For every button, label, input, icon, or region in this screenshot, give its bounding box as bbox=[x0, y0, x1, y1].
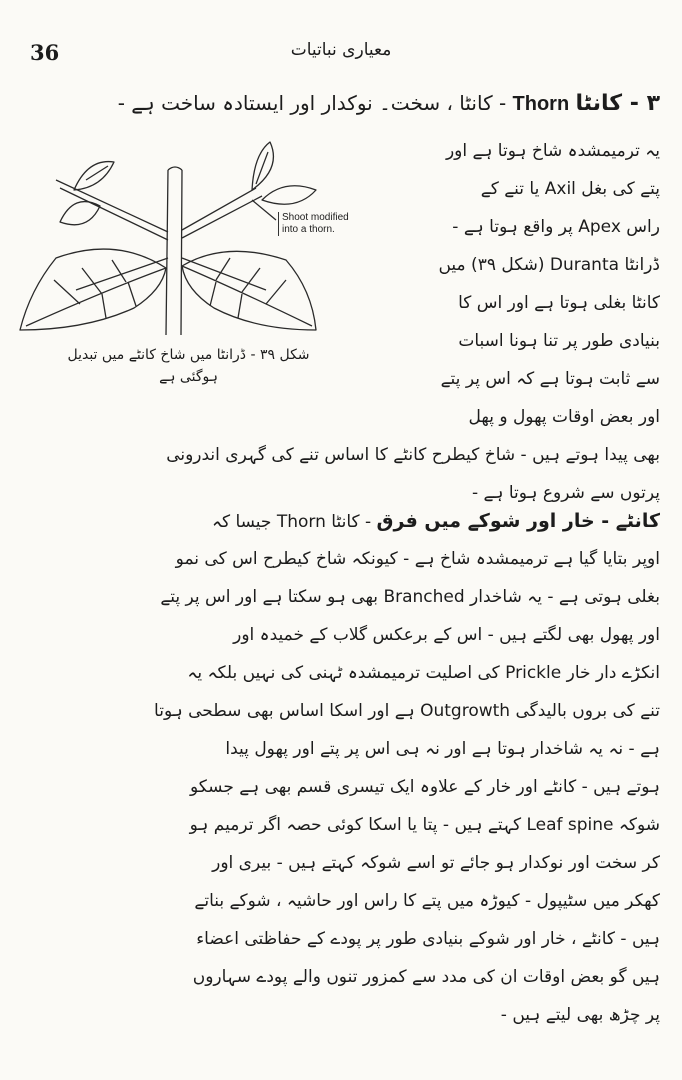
text-line: ہے - نہ یہ شاخدار ہوتا ہے اور نہ ہی اس پر پتے اور پھول پیدا bbox=[225, 739, 660, 759]
figure-caption-line: شکل ۳۹ - ڈرانٹا میں شاخ کانٹے میں تبدیل bbox=[67, 347, 310, 363]
text-line: کانٹا بغلی ہوتا ہے اور اس کا bbox=[458, 293, 660, 313]
figure-caption bbox=[16, 344, 361, 388]
sub-heading-rest: - کانٹا Thorn جیسا کہ bbox=[211, 512, 372, 532]
text-line: اور بعض اوقات پھول و پھل bbox=[468, 407, 660, 427]
page-number: 36 bbox=[30, 40, 60, 65]
text-line: بھی پیدا ہوتے ہیں - شاخ کیطرح کانٹے کا اساس تنے کی گہری اندرونی bbox=[166, 445, 660, 465]
difference-paragraph bbox=[18, 502, 660, 1034]
duranta-thorn-illustration bbox=[16, 140, 361, 345]
text-line: انکڑے دار خار Prickle کی اصلیت ترمیمشدہ ٹہنی کی نہیں بلکہ یہ bbox=[187, 663, 660, 683]
figure-caption-line: ہوگئی ہے bbox=[159, 369, 218, 385]
text-line: یہ ترمیمشدہ شاخ ہوتا ہے اور bbox=[445, 141, 660, 161]
section-number: ۳ - کانٹا bbox=[575, 91, 660, 116]
text-line: اوپر بتایا گیا ہے ترمیمشدہ شاخ ہے - کیونکہ شاخ کیطرح اس کی نمو bbox=[175, 549, 660, 569]
text-line: اور پھول بھی لگتے ہیں - اس کے برعکس گلاب کے خمیدہ اور bbox=[233, 625, 660, 645]
section-heading-text: - کانٹا ، سخت۔ نوکدار اور ایستادہ ساخت ہے - bbox=[117, 91, 507, 115]
text-line: تنے کی بروں بالیدگی Outgrowth ہے اور اسکا اساس بھی سطحی ہوتا bbox=[154, 701, 660, 721]
intro-paragraph bbox=[340, 132, 660, 436]
text-line: کھکر میں سٹیپول - کیوڑہ میں پتے کا راس اور حاشیہ ، شوکے بناتے bbox=[194, 891, 660, 911]
section-heading bbox=[18, 86, 660, 121]
figure-duranta bbox=[16, 140, 361, 400]
text-line: شوکہ Leaf spine کہتے ہیں - پتا یا اسکا کوئی حصہ اگر ترمیم ہو bbox=[189, 815, 660, 835]
text-line: ہیں گو بعض اوقات ان کی مدد سے کمزور تنوں والے پودے سہاروں bbox=[192, 967, 660, 987]
text-line: بغلی ہوتی ہے - یہ شاخدار Branched بھی ہو سکتا ہے اور اس پر پتے bbox=[160, 587, 660, 607]
text-line: بنیادی طور پر تنا ہونا اسبات bbox=[458, 331, 660, 351]
section-term-en: Thorn bbox=[512, 93, 570, 115]
running-title: معیاری نباتیات bbox=[290, 40, 392, 60]
text-line: ہیں - کانٹے ، خار اور شوکے بنیادی طور پر پودے کے حفاظتی اعضاء bbox=[196, 929, 660, 949]
text-line: پر چڑھ بھی لیتے ہیں - bbox=[500, 1005, 660, 1025]
text-line: پرتوں سے شروع ہوتا ہے - bbox=[471, 483, 660, 503]
sub-heading: کانٹے - خار اور شوکے میں فرق bbox=[376, 510, 660, 532]
sub-heading-line bbox=[18, 502, 660, 540]
figure-label: Shoot modified into a thorn. bbox=[278, 212, 364, 236]
text-line: سے ثابت ہوتا ہے کہ اس پر پتے bbox=[440, 369, 660, 389]
continuation-paragraph bbox=[18, 436, 660, 512]
text-line: ڈرانٹا Duranta (شکل ۳۹) میں bbox=[438, 255, 660, 275]
text-line: پتے کی بغل Axil یا تنے کے bbox=[480, 179, 660, 199]
text-line: کر سخت اور نوکدار ہو جائے تو اسے شوکہ کہتے ہیں - بیری اور bbox=[212, 853, 660, 873]
text-line: راس Apex پر واقع ہوتا ہے - bbox=[452, 217, 660, 237]
text-line: ہوتے ہیں - کانٹے اور خار کے علاوہ ایک تیسری قسم بھی ہے جسکو bbox=[190, 777, 660, 797]
